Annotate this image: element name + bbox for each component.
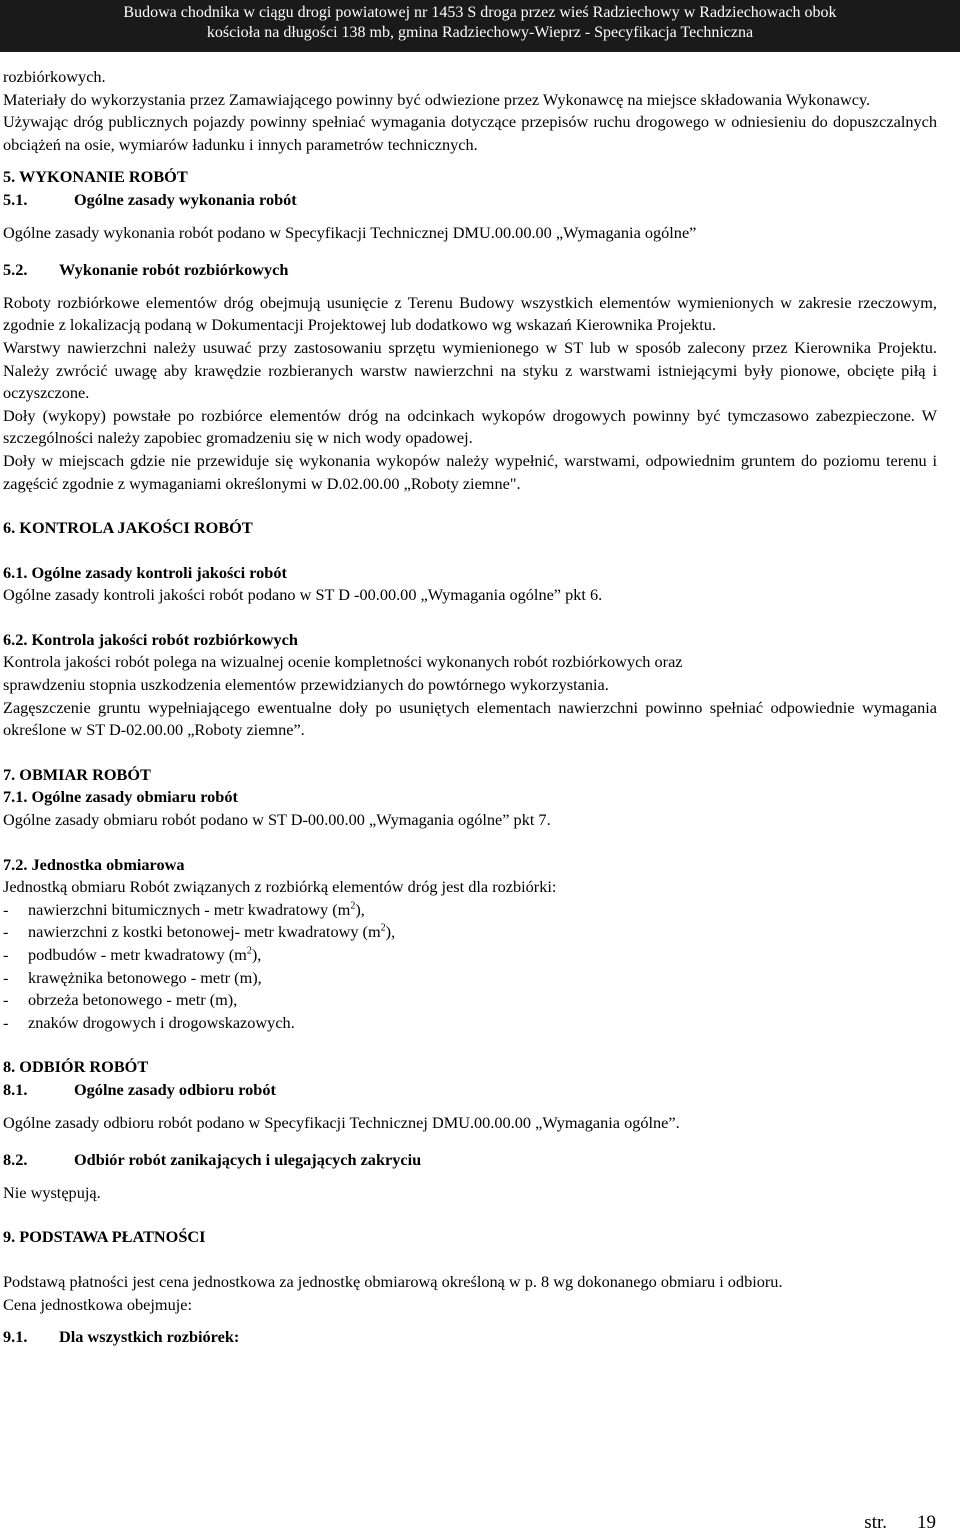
page-label: str.: [864, 1512, 887, 1533]
list-item: [3, 921, 937, 944]
list-item-text: nawierzchni z kostki betonowej- metr kwadratowy (m: [28, 922, 381, 942]
section-5-2-paragraph-1: Roboty rozbiórkowe elementów dróg obejmują usunięcie z Terenu Budowy wszystkich elementów wymienionych w zakresie rzeczowym, zgodnie z lokalizacją podaną w Dokumentacji Projektowej lub dodatkowo wg wskazań Kierownika Projektu.: [3, 292, 937, 335]
list-item-text: podbudów - metr kwadratowy (m: [28, 945, 247, 964]
header-line-2: kościoła na długości 138 mb, gmina Radziechowy-Wieprz - Specyfikacja Techniczna: [206, 24, 754, 41]
section-9-1-title: Dla wszystkich rozbiórek:: [59, 1327, 240, 1347]
section-8-1-number: 8.1.: [3, 1079, 28, 1099]
list-item-tail: ),: [251, 945, 262, 964]
section-7-2-heading: 7.2. Jednostka obmiarowa: [3, 854, 185, 874]
page-footer: [864, 1512, 936, 1534]
section-6-2-heading: 6.2. Kontrola jakości robót rozbiórkowych: [3, 629, 298, 649]
list-item-tail: ),: [355, 899, 365, 919]
header-line-1: Budowa chodnika w ciągu drogi powiatowej nr 1453 S droga przez wieś Radziechowy w Radziechowach obok: [123, 4, 837, 21]
list-item-text: obrzeża betonowego - metr (m),: [28, 990, 238, 1010]
list-item-tail: ),: [385, 922, 396, 942]
intro-paragraph-1: rozbiórkowych.: [3, 67, 106, 86]
document-body: [3, 66, 937, 1349]
list-dash: -: [3, 990, 9, 1010]
list-item: [3, 899, 937, 922]
section-5-2-number: 5.2.: [3, 260, 28, 280]
section-7-heading: 7. OBMIAR ROBÓT: [3, 764, 151, 784]
list-item: [3, 1012, 937, 1035]
section-5-2-heading: [3, 259, 937, 282]
section-6-1-heading: 6.1. Ogólne zasady kontroli jakości robót: [3, 562, 287, 582]
superscript: 2: [246, 945, 252, 957]
section-8-heading: 8. ODBIÓR ROBÓT: [3, 1057, 149, 1077]
superscript: 2: [350, 900, 356, 912]
section-9-1-number: 9.1.: [3, 1327, 28, 1347]
section-8-2-paragraph: Nie występują.: [3, 1182, 101, 1202]
section-8-2-title: Odbiór robót zanikających i ulegających zakryciu: [74, 1150, 422, 1170]
list-item-text: krawężnika betonowego - metr (m),: [28, 967, 262, 987]
section-5-heading: 5. WYKONANIE ROBÓT: [3, 167, 188, 187]
section-5-1-paragraph: Ogólne zasady wykonania robót podano w Specyfikacji Technicznej DMU.00.00.00 „Wymagania ogólne”: [3, 222, 697, 242]
list-item: [3, 989, 937, 1012]
section-5-2-paragraph-4: Doły w miejscach gdzie nie przewiduje się wykonania wykopów należy wypełnić, warstwami, odpowiednim gruntem do poziomu terenu i zagęścić zgodnie z wymaganiami określonymi w D.02.00.00 „Roboty ziemne".: [3, 450, 937, 493]
intro-paragraph-3: Używając dróg publicznych pojazdy powinny spełniać wymagania dotyczące przepisów ruchu drogowego w odniesieniu do dopuszczalnych obciążeń na osie, wymiarów ładunku i innych parametrów technicznych.: [3, 112, 937, 154]
section-5-1-heading: [3, 189, 937, 212]
intro-paragraph-2: Materiały do wykorzystania przez Zamawiającego powinny być odwiezione przez Wykonawcę na miejsce składowania Wykonawcy.: [3, 89, 871, 109]
section-8-1-paragraph: Ogólne zasady odbioru robót podano w Specyfikacji Technicznej DMU.00.00.00 „Wymagania ogólne”.: [3, 1112, 680, 1132]
section-8-1-heading: [3, 1079, 937, 1102]
section-5-1-title: Ogólne zasady wykonania robót: [74, 189, 297, 209]
section-6-2-paragraph-3: Zagęszczenie gruntu wypełniającego ewentualne doły po usuniętych elementach nawierzchni powinno spełniać odpowiednie wymagania określone w ST D-02.00.00 „Roboty ziemne”.: [3, 697, 937, 740]
section-5-1-number: 5.1.: [3, 189, 28, 209]
measure-unit-list: [3, 899, 937, 1035]
section-6-2-paragraph-1: Kontrola jakości robót polega na wizualnej ocenie kompletności wykonanych robót rozbiórkowych oraz: [3, 652, 683, 672]
list-dash: -: [3, 945, 9, 964]
list-item: [3, 944, 937, 967]
superscript: 2: [380, 922, 386, 934]
section-9-1-heading: [3, 1326, 937, 1349]
list-item-text: znaków drogowych i drogowskazowych.: [28, 1012, 295, 1032]
page-header: [0, 0, 960, 52]
list-dash: -: [3, 922, 9, 942]
section-9-paragraph-1: Podstawą płatności jest cena jednostkowa za jednostkę obmiarową określoną w p. 8 wg dokonanego obmiaru i odbioru.: [3, 1271, 783, 1291]
list-dash: -: [3, 899, 9, 919]
section-9-paragraph-2: Cena jednostkowa obejmuje:: [3, 1294, 192, 1314]
list-dash: -: [3, 967, 9, 987]
section-8-1-title: Ogólne zasady odbioru robót: [74, 1079, 276, 1099]
section-7-1-heading: 7.1. Ogólne zasady obmiaru robót: [3, 787, 238, 807]
section-8-2-heading: [3, 1149, 937, 1172]
page-number: 19: [917, 1512, 936, 1533]
section-5-2-title: Wykonanie robót rozbiórkowych: [59, 260, 289, 280]
list-dash: -: [3, 1012, 9, 1032]
section-9-heading: 9. PODSTAWA PŁATNOŚCI: [3, 1227, 206, 1247]
section-7-2-paragraph: Jednostką obmiaru Robót związanych z rozbiórką elementów dróg jest dla rozbiórki:: [3, 877, 557, 897]
section-7-1-paragraph: Ogólne zasady obmiaru robót podano w ST D-00.00.00 „Wymagania ogólne” pkt 7.: [3, 810, 551, 830]
section-5-2-paragraph-2: Warstwy nawierzchni należy usuwać przy zastosowaniu sprzętu wymienionego w ST lub w sposób zalecony przez Kierownika Projektu. Należy zwrócić uwagę aby krawędzie rozbieranych warstw nawierzchni na styku z warstwami istniejącymi były pionowe, obcięte piłą i oczyszczone.: [3, 337, 937, 403]
section-5-2-paragraph-3: Doły (wykopy) powstałe po rozbiórce elementów dróg na odcinkach wykopów drogowych powinny być tymczasowo zabezpieczone. W szczególności należy zapobiec gromadzeniu się w nich wody opadowej.: [3, 405, 937, 448]
section-6-1-paragraph: Ogólne zasady kontroli jakości robót podano w ST D -00.00.00 „Wymagania ogólne” pkt 6.: [3, 585, 603, 605]
section-6-2-paragraph-2: sprawdzeniu stopnia uszkodzenia elementów przewidzianych do powtórnego wykorzystania.: [3, 675, 609, 695]
section-6-heading: 6. KONTROLA JAKOŚCI ROBÓT: [3, 518, 253, 538]
section-8-2-number: 8.2.: [3, 1150, 28, 1170]
list-item-text: nawierzchni bitumicznych - metr kwadratowy (m: [28, 899, 351, 919]
list-item: [3, 967, 937, 990]
